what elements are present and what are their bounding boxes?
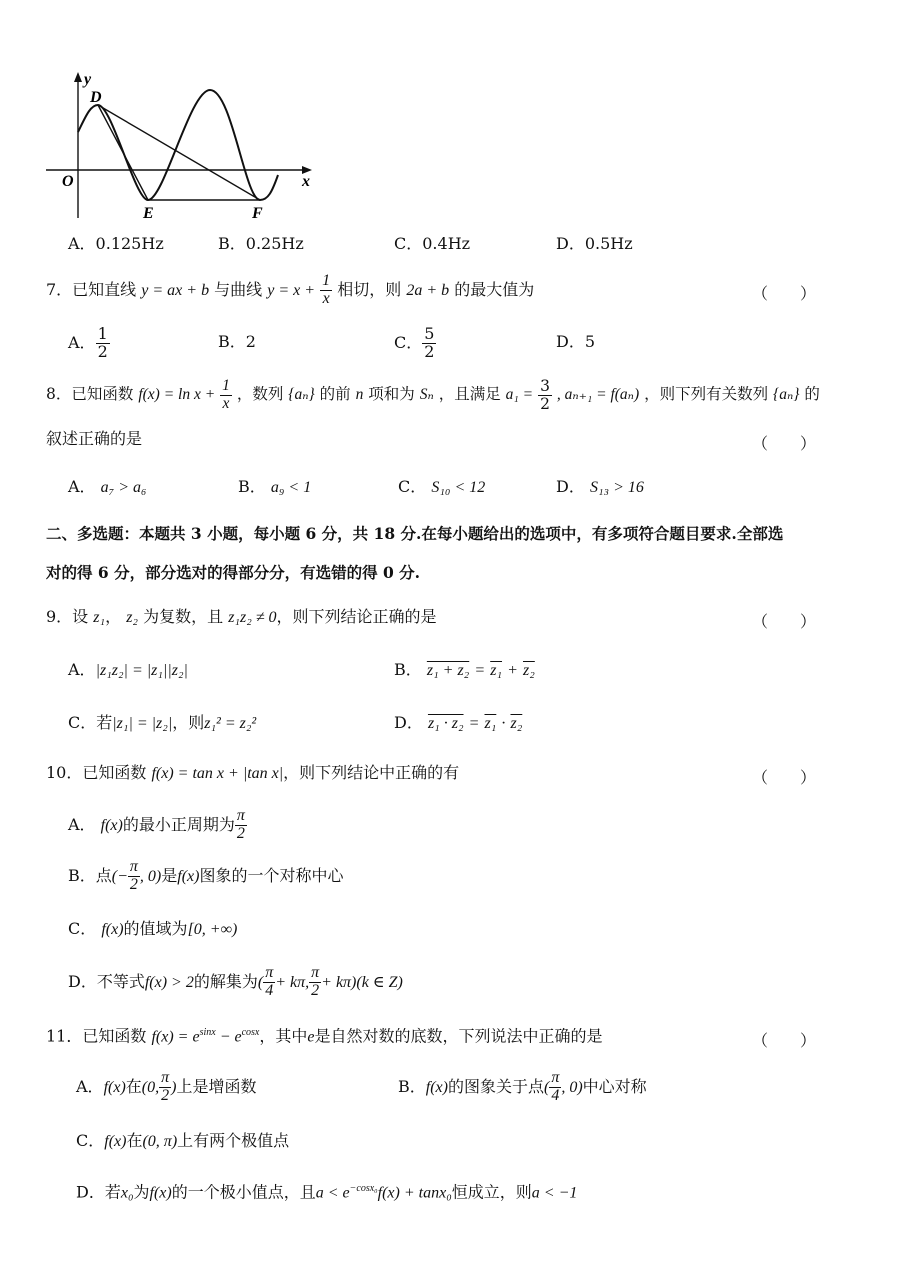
q7-option-d[interactable]: D．5 <box>556 332 596 351</box>
q7-option-b[interactable]: B．2 <box>218 332 256 351</box>
q8-option-d[interactable]: D． S₁₃ > 16 <box>556 477 644 496</box>
point-F-label: F <box>252 205 263 222</box>
q8-stem-line2: 叙述正确的是 <box>46 429 143 448</box>
q10-option-a[interactable]: A． f(x)的最小正周期为 $\frac{\pi}{2}$ <box>68 807 245 842</box>
q10-option-c[interactable]: C． f(x)的值域为[0, +∞) <box>68 919 238 938</box>
point-E-label: E <box>143 205 154 222</box>
q8-option-a[interactable]: A． a₇ > a₆ <box>68 477 147 496</box>
q9-answer-paren[interactable]: （ ） <box>752 612 817 631</box>
wave-curve <box>78 90 278 200</box>
q8-answer-paren[interactable]: （ ） <box>752 434 817 453</box>
q9-option-d[interactable]: D． z₁ · z₂ = z₁ · z₂ <box>394 713 523 732</box>
q6-option-b[interactable]: B．0.25Hz <box>218 234 304 253</box>
q10-answer-paren[interactable]: （ ） <box>752 768 817 787</box>
q8-stem-line1: 8．已知函数 f(x) = ln x + $\frac{1}{x}$ ，数列 {aₙ} 的前 n 项和为 Sₙ ，且满足 a₁ = $\frac{3}{2}$ , aₙ₊₁ = f(aₙ) ，则下列有关数列 {aₙ} 的 <box>46 377 820 413</box>
q6-graph <box>40 70 370 230</box>
q7-option-a[interactable]: A． $\frac{1}{2}$ <box>68 324 108 361</box>
section2-header-line2: 对的得 6 分，部分选对的得部分分，有选错的得 0 分. <box>46 563 421 582</box>
q11-answer-paren[interactable]: （ ） <box>752 1031 817 1050</box>
q9-stem: 9．设 z₁， z₂ 为复数，且 z₁z₂ ≠ 0，则下列结论正确的是 <box>46 607 437 626</box>
q11-option-b[interactable]: B．f(x)的图象关于点( $\frac{\pi}{4}$ , 0)中心对称 <box>398 1069 647 1104</box>
origin-label: O <box>62 173 74 190</box>
q11-option-c[interactable]: C．f(x)在(0, π)上有两个极值点 <box>76 1131 290 1150</box>
q11-stem: 11．已知函数 $f(x) = e^{sinx} - e^{cosx}$，其中e是自然对数的底数，下列说法中正确的是 <box>46 1026 603 1046</box>
q6-option-a[interactable]: A．0.125Hz <box>68 234 164 253</box>
q11-option-a[interactable]: A．f(x)在(0, $\frac{\pi}{2}$ )上是增函数 <box>76 1069 257 1104</box>
q7-fraction: $\frac{1}{x}$ <box>322 272 331 307</box>
q9-option-a[interactable]: A．|z₁z₂| = |z₁||z₂| <box>68 660 188 679</box>
q7-stem: 7．已知直线 y = ax + b 与曲线 y = x + $\frac{1}{x}$ 相切，则 2a + b 的最大值为 <box>46 272 535 307</box>
q7-answer-paren[interactable]: （ ） <box>752 284 817 303</box>
q8-option-b[interactable]: B． a₉ < 1 <box>238 477 312 496</box>
q6-option-d[interactable]: D．0.5Hz <box>556 234 633 253</box>
q11-option-d[interactable]: D．若x₀为f(x)的一个极小值点，且$a < e^{-cosx_0}f(x) + \tan x_0$恒成立，则a < −1 <box>76 1182 578 1202</box>
q10-option-d[interactable]: D．不等式f(x) > 2的解集为( $\frac{\pi}{4}$ + kπ, $\frac{\pi}{2}$ + kπ)(k ∈ Z) <box>68 964 403 999</box>
point-D-label: D <box>90 89 102 106</box>
q10-option-b[interactable]: B．点(− $\frac{\pi}{2}$ , 0)是f(x)图象的一个对称中心 <box>68 858 344 893</box>
q10-stem: 10．已知函数 f(x) = tan x + |tan x|，则下列结论中正确的有 <box>46 763 460 782</box>
x-label: x <box>302 173 310 190</box>
q7-option-c[interactable]: C． $\frac{5}{2}$ <box>394 324 435 361</box>
q9-option-b[interactable]: B． z₁ + z₂ = z₁ + z₂ <box>394 660 535 679</box>
y-axis-arrow-icon <box>74 72 82 82</box>
y-label: y <box>84 71 92 88</box>
q8-option-c[interactable]: C． S₁₀ < 12 <box>398 477 486 496</box>
section2-header-line1: 二、多选题：本题共 3 小题，每小题 6 分，共 18 分.在每小题给出的选项中，有多项符合题目要求.全部选 <box>46 524 784 543</box>
q9-option-c[interactable]: C．若|z₁| = |z₂|，则z₁² = z₂² <box>68 713 257 732</box>
q6-option-c[interactable]: C．0.4Hz <box>394 234 471 253</box>
